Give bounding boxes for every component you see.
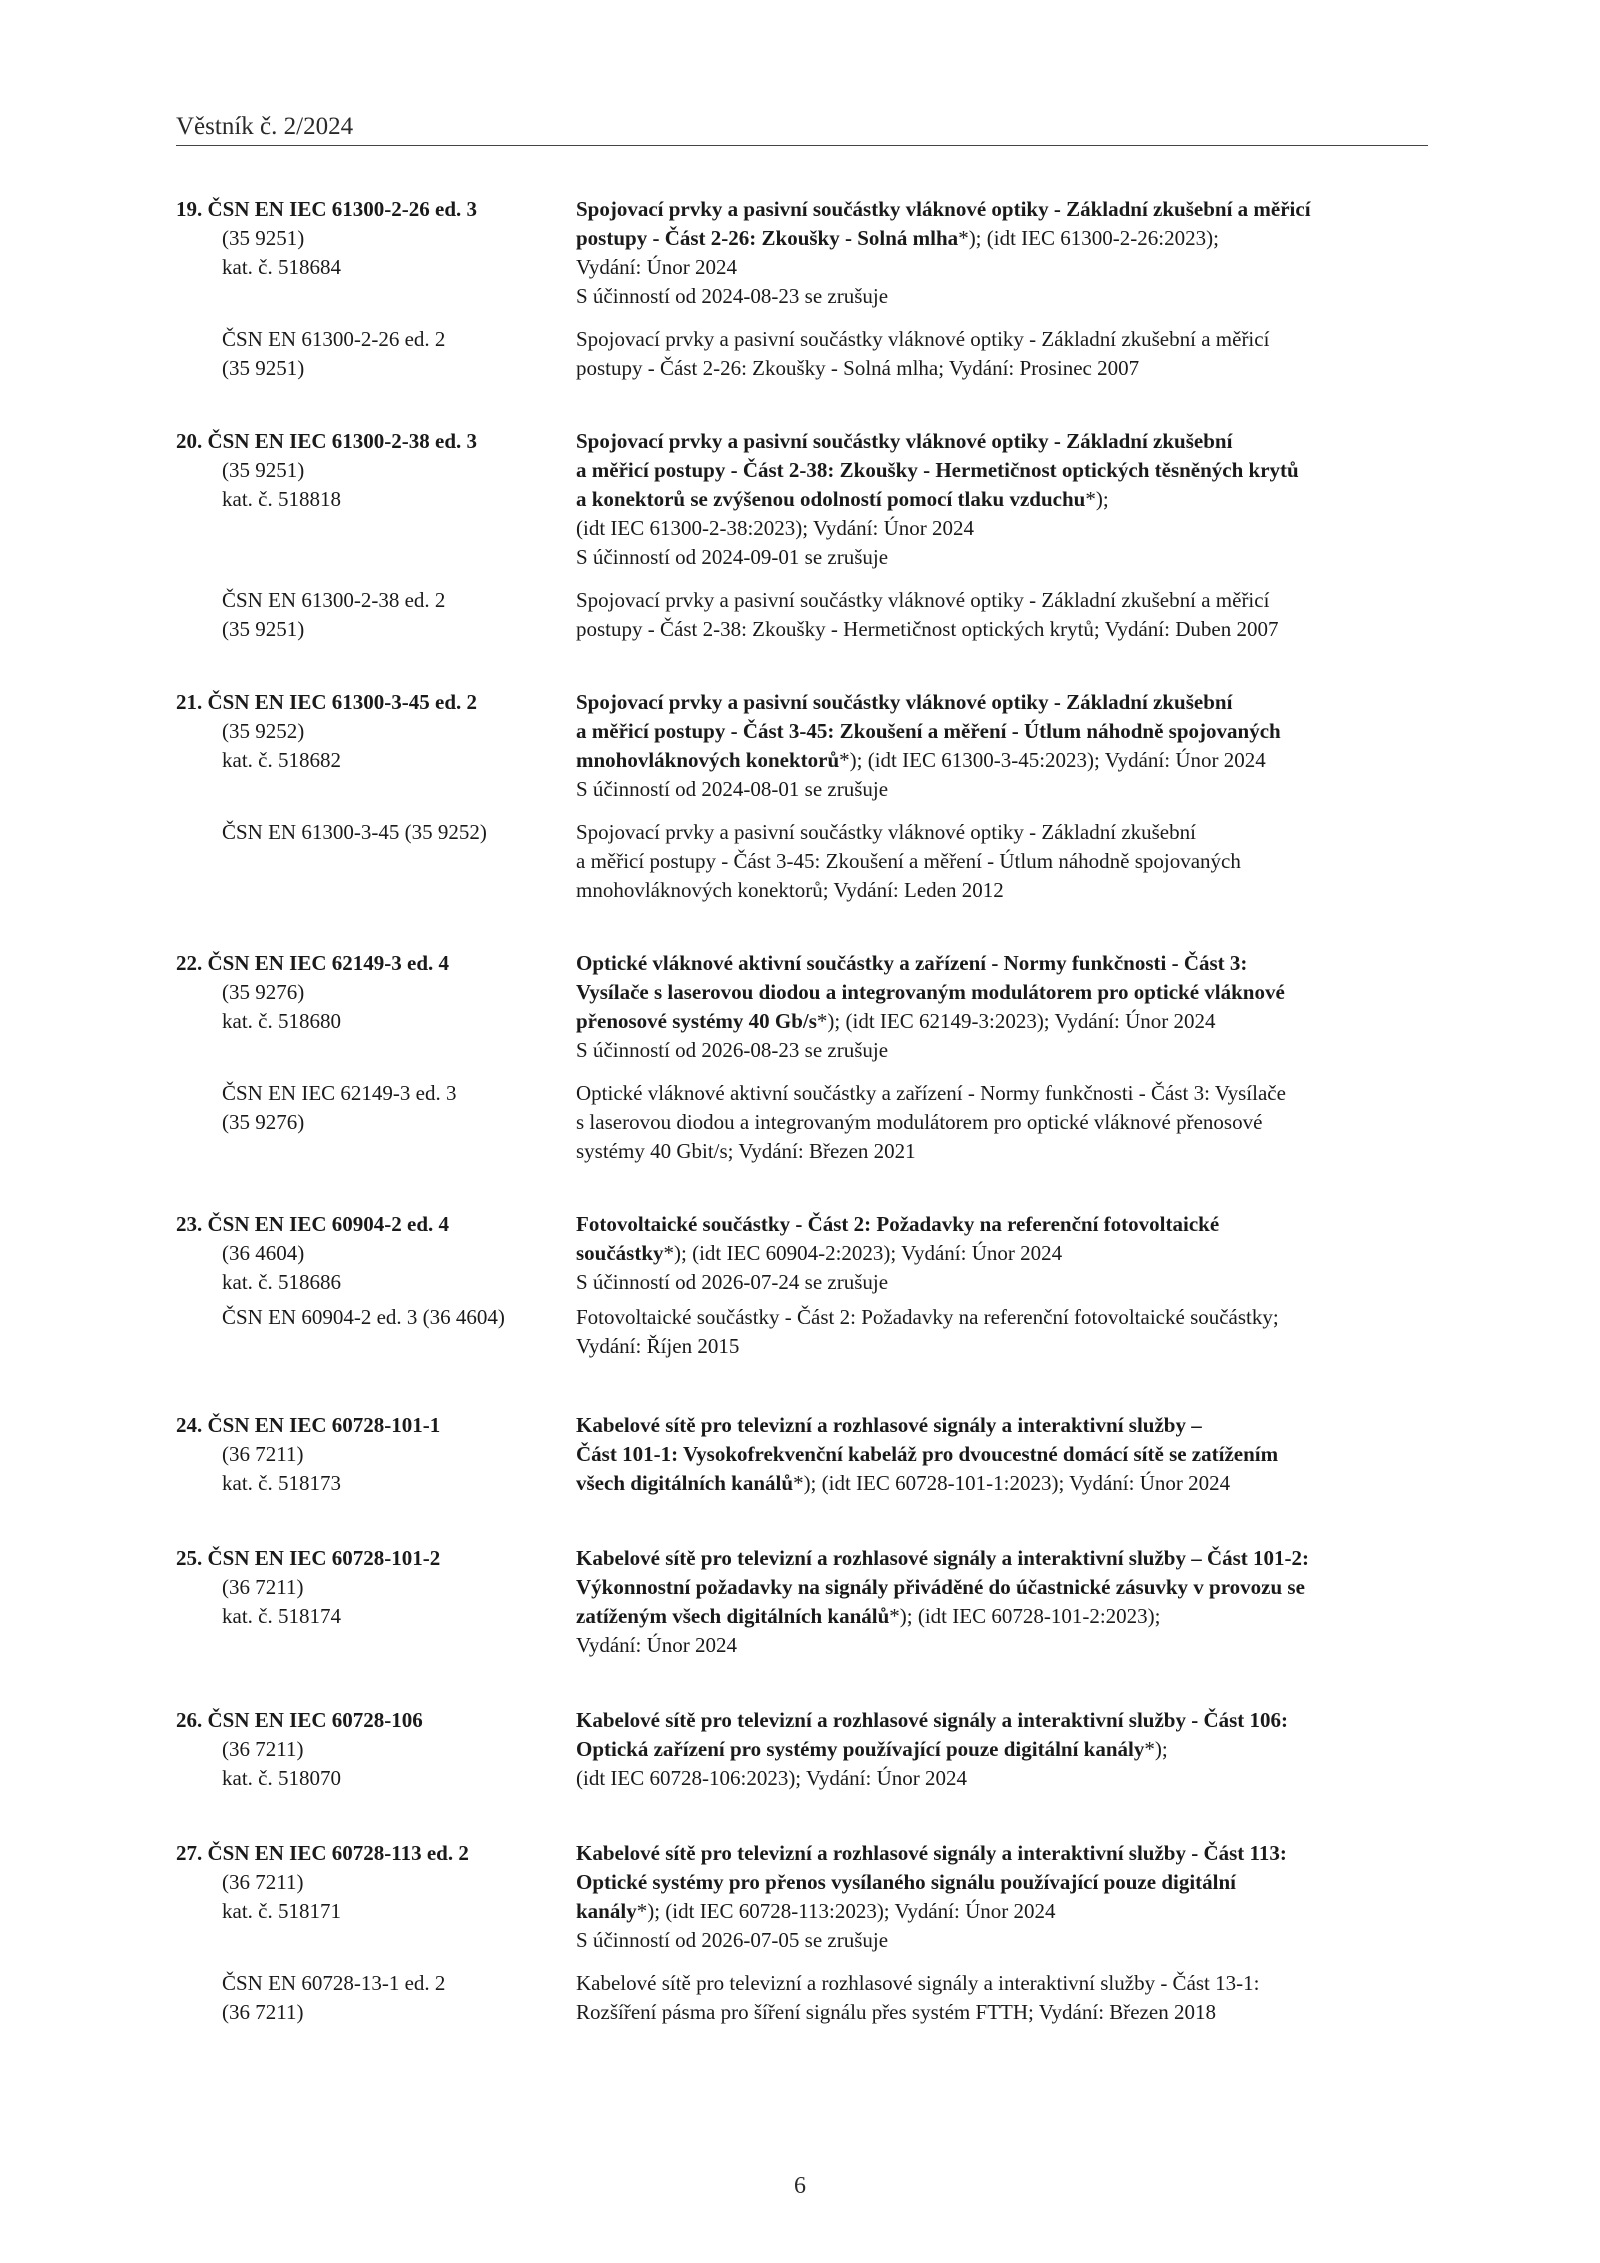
- classification-code: (35 9251): [222, 226, 305, 250]
- classification-code: (35 9252): [222, 719, 305, 743]
- title-line: [576, 485, 1428, 514]
- reference-info: *); (idt IEC 60904-2:2023); Vydání: Únor 2024: [663, 1241, 1063, 1265]
- header-divider: [176, 145, 1428, 146]
- new-standard-id: ČSN EN IEC 62149-3 ed. 4: [207, 951, 450, 975]
- replaced-standard-row: [176, 325, 1428, 383]
- entry-number: 27.: [176, 1841, 208, 1865]
- new-standard-description: [576, 1839, 1428, 1955]
- new-standard-description: [576, 1411, 1428, 1498]
- replaced-text-line: Kabelové sítě pro televizní a rozhlasové signály a interaktivní služby - Část 13-1:: [576, 1971, 1260, 1995]
- new-standard-id-block: [176, 1706, 576, 1793]
- title-line: [576, 195, 1428, 224]
- replaced-standard-row: [176, 1969, 1428, 2027]
- standard-entry: [176, 1210, 1428, 1361]
- replaced-standard-row: [176, 818, 1428, 905]
- new-standard-row: [176, 949, 1428, 1065]
- replaced-standard-id: ČSN EN IEC 62149-3 ed. 3: [222, 1081, 457, 1105]
- new-standard-id-line: [176, 1210, 576, 1239]
- title-line: [576, 688, 1428, 717]
- new-standard-id-block: [176, 427, 576, 572]
- issue-info: Vydání: Únor 2024: [576, 255, 737, 279]
- issue-info: S účinností od 2024-08-23 se zrušuje: [576, 284, 889, 308]
- title-line: [576, 1544, 1428, 1573]
- catalog-number: kat. č. 518171: [222, 1899, 341, 1923]
- replaced-standard-description: [576, 1079, 1428, 1166]
- new-standard-description: [576, 688, 1428, 804]
- standard-entry: [176, 1411, 1428, 1498]
- reference-info: *); (idt IEC 61300-2-26:2023);: [958, 226, 1219, 250]
- standard-title-text: Spojovací prvky a pasivní součástky vláknové optiky - Základní zkušební a měřicí: [576, 197, 1311, 221]
- reference-info: *);: [1144, 1737, 1168, 1761]
- standard-entry: [176, 688, 1428, 905]
- standard-title-text: Vysílače s laserovou diodou a integrovaným modulátorem pro optické vláknové: [576, 980, 1285, 1004]
- standard-title-text: Výkonnostní požadavky na signály přiváděné do účastnické zásuvky v provozu se: [576, 1575, 1305, 1599]
- replaced-text-line: mnohovláknových konektorů; Vydání: Leden 2012: [576, 878, 1004, 902]
- replaced-text-line: a měřicí postupy - Část 3-45: Zkoušení a měření - Útlum náhodně spojovaných: [576, 849, 1241, 873]
- title-line: [576, 1868, 1428, 1897]
- title-line: [576, 978, 1428, 1007]
- catalog-number: kat. č. 518174: [222, 1604, 341, 1628]
- reference-info: *); (idt IEC 62149-3:2023); Vydání: Únor 2024: [816, 1009, 1216, 1033]
- new-standard-id-line: [176, 1544, 576, 1573]
- entry-number: 22.: [176, 951, 208, 975]
- replaced-standard-id-block: [176, 1969, 576, 2027]
- title-line: [576, 427, 1428, 456]
- new-standard-id-block: [176, 688, 576, 804]
- entry-number: 19.: [176, 197, 208, 221]
- issue-info: S účinností od 2026-08-23 se zrušuje: [576, 1038, 889, 1062]
- reference-info: *); (idt IEC 61300-3-45:2023); Vydání: Únor 2024: [839, 748, 1266, 772]
- replaced-text-line: Spojovací prvky a pasivní součástky vláknové optiky - Základní zkušební a měřicí: [576, 327, 1270, 351]
- title-line: [576, 1602, 1428, 1631]
- standard-title-text: Spojovací prvky a pasivní součástky vláknové optiky - Základní zkušební: [576, 690, 1233, 714]
- classification-code: (36 7211): [222, 2000, 304, 2024]
- standard-entry: [176, 949, 1428, 1166]
- new-standard-row: [176, 1839, 1428, 1955]
- title-line: [576, 1411, 1428, 1440]
- replaced-text-line: postupy - Část 2-26: Zkoušky - Solná mlha; Vydání: Prosinec 2007: [576, 356, 1140, 380]
- new-standard-id-block: [176, 1544, 576, 1660]
- standard-title-text: mnohovláknových konektorů: [576, 748, 840, 772]
- new-standard-description: [576, 949, 1428, 1065]
- new-standard-row: [176, 688, 1428, 804]
- entry-number: 24.: [176, 1413, 208, 1437]
- title-line: [576, 1897, 1428, 1926]
- standard-entry: [176, 1706, 1428, 1793]
- title-line: [576, 224, 1428, 253]
- new-standard-row: [176, 427, 1428, 572]
- standard-entry: [176, 1544, 1428, 1660]
- new-standard-id-block: [176, 1839, 576, 1955]
- replaced-standard-description: [576, 586, 1428, 644]
- issue-info: S účinností od 2024-09-01 se zrušuje: [576, 545, 889, 569]
- new-standard-id: ČSN EN IEC 60728-106: [207, 1708, 423, 1732]
- replaced-text-line: systémy 40 Gbit/s; Vydání: Březen 2021: [576, 1139, 916, 1163]
- replaced-standard-row: [176, 1303, 1428, 1361]
- standard-title-text: a měřicí postupy - Část 2-38: Zkoušky - Hermetičnost optických těsněných krytů: [576, 458, 1299, 482]
- replaced-text-line: Vydání: Říjen 2015: [576, 1334, 740, 1358]
- replaced-standard-row: [176, 586, 1428, 644]
- replaced-standard-id: ČSN EN 61300-2-38 ed. 2: [222, 588, 446, 612]
- standard-title-text: Optické vláknové aktivní součástky a zařízení - Normy funkčnosti - Část 3:: [576, 951, 1248, 975]
- standard-title-text: všech digitálních kanálů: [576, 1471, 794, 1495]
- new-standard-id: ČSN EN IEC 61300-2-38 ed. 3: [207, 429, 478, 453]
- new-standard-row: [176, 1544, 1428, 1660]
- page-number: 6: [794, 2173, 806, 2199]
- standard-title-text: součástky: [576, 1241, 664, 1265]
- catalog-number: kat. č. 518818: [222, 487, 341, 511]
- title-line: [576, 1007, 1428, 1036]
- new-standard-description: [576, 1544, 1428, 1660]
- replaced-text-line: Fotovoltaické součástky - Část 2: Požadavky na referenční fotovoltaické součástky;: [576, 1305, 1279, 1329]
- standard-title-text: kanály: [576, 1899, 637, 1923]
- issue-info: (idt IEC 60728-106:2023); Vydání: Únor 2024: [576, 1766, 968, 1790]
- replaced-standard-id-block: [176, 586, 576, 644]
- new-standard-id-line: [176, 1839, 576, 1868]
- classification-code: (36 4604): [222, 1241, 305, 1265]
- replaced-standard-id-block: [176, 818, 576, 905]
- replaced-standard-id: ČSN EN 60728-13-1 ed. 2: [222, 1971, 446, 1995]
- standards-list: [176, 195, 1428, 2071]
- new-standard-id: ČSN EN IEC 61300-2-26 ed. 3: [207, 197, 478, 221]
- new-standard-id: ČSN EN IEC 60904-2 ed. 4: [207, 1212, 450, 1236]
- new-standard-id-line: [176, 1706, 576, 1735]
- catalog-number: kat. č. 518173: [222, 1471, 341, 1495]
- replaced-standard-description: [576, 1969, 1428, 2027]
- issue-info: S účinností od 2026-07-05 se zrušuje: [576, 1928, 889, 1952]
- classification-code: (36 7211): [222, 1870, 304, 1894]
- issue-info: S účinností od 2024-08-01 se zrušuje: [576, 777, 889, 801]
- title-line: [576, 717, 1428, 746]
- replaced-standard-id-block: [176, 1079, 576, 1166]
- replaced-text-line: postupy - Část 2-38: Zkoušky - Hermetičnost optických krytů; Vydání: Duben 2007: [576, 617, 1279, 641]
- reference-info: *); (idt IEC 60728-101-1:2023); Vydání: Únor 2024: [793, 1471, 1231, 1495]
- title-line: [576, 746, 1428, 775]
- classification-code: (35 9276): [222, 1110, 305, 1134]
- new-standard-row: [176, 195, 1428, 311]
- classification-code: (35 9276): [222, 980, 305, 1004]
- replaced-text-line: Optické vláknové aktivní součástky a zařízení - Normy funkčnosti - Část 3: Vysílače: [576, 1081, 1286, 1105]
- replaced-standard-id: ČSN EN 61300-3-45 (35 9252): [222, 820, 487, 844]
- catalog-number: kat. č. 518682: [222, 748, 341, 772]
- title-line: [576, 1210, 1428, 1239]
- new-standard-row: [176, 1706, 1428, 1793]
- standard-title-text: Část 101-1: Vysokofrekvenční kabeláž pro dvoucestné domácí sítě se zatížením: [576, 1442, 1279, 1466]
- replaced-standard-description: [576, 325, 1428, 383]
- new-standard-id-line: [176, 195, 576, 224]
- standard-title-text: Fotovoltaické součástky - Část 2: Požadavky na referenční fotovoltaické: [576, 1212, 1220, 1236]
- catalog-number: kat. č. 518070: [222, 1766, 341, 1790]
- standard-title-text: přenosové systémy 40 Gb/s: [576, 1009, 817, 1033]
- title-line: [576, 949, 1428, 978]
- issue-info: (idt IEC 61300-2-38:2023); Vydání: Únor 2024: [576, 516, 974, 540]
- catalog-number: kat. č. 518680: [222, 1009, 341, 1033]
- new-standard-id: ČSN EN IEC 60728-101-1: [207, 1413, 441, 1437]
- standard-entry: [176, 195, 1428, 383]
- classification-code: (36 7211): [222, 1575, 304, 1599]
- standard-title-text: Kabelové sítě pro televizní a rozhlasové signály a interaktivní služby - Část 113:: [576, 1841, 1287, 1865]
- new-standard-row: [176, 1411, 1428, 1498]
- title-line: [576, 1573, 1428, 1602]
- new-standard-description: [576, 1210, 1428, 1297]
- new-standard-id: ČSN EN IEC 61300-3-45 ed. 2: [207, 690, 478, 714]
- standard-title-text: postupy - Část 2-26: Zkoušky - Solná mlha: [576, 226, 959, 250]
- replaced-text-line: s laserovou diodou a integrovaným modulátorem pro optické vláknové přenosové: [576, 1110, 1263, 1134]
- replaced-text-line: Rozšíření pásma pro šíření signálu přes systém FTTH; Vydání: Březen 2018: [576, 2000, 1217, 2024]
- title-line: [576, 1440, 1428, 1469]
- replaced-standard-row: [176, 1079, 1428, 1166]
- replaced-text-line: Spojovací prvky a pasivní součástky vláknové optiky - Základní zkušební: [576, 820, 1196, 844]
- new-standard-id: ČSN EN IEC 60728-101-2: [207, 1546, 441, 1570]
- new-standard-description: [576, 427, 1428, 572]
- standard-title-text: a konektorů se zvýšenou odolností pomocí tlaku vzduchu: [576, 487, 1086, 511]
- standard-title-text: a měřicí postupy - Část 3-45: Zkoušení a měření - Útlum náhodně spojovaných: [576, 719, 1281, 743]
- standard-title-text: zatíženým všech digitálních kanálů: [576, 1604, 890, 1628]
- new-standard-id: ČSN EN IEC 60728-113 ed. 2: [207, 1841, 469, 1865]
- page-header-title: Věstník č. 2/2024: [176, 113, 354, 140]
- issue-info: S účinností od 2026-07-24 se zrušuje: [576, 1270, 889, 1294]
- new-standard-id-block: [176, 949, 576, 1065]
- catalog-number: kat. č. 518684: [222, 255, 341, 279]
- replaced-text-line: Spojovací prvky a pasivní součástky vláknové optiky - Základní zkušební a měřicí: [576, 588, 1270, 612]
- entry-number: 21.: [176, 690, 208, 714]
- new-standard-id-line: [176, 949, 576, 978]
- title-line: [576, 456, 1428, 485]
- standard-title-text: Kabelové sítě pro televizní a rozhlasové signály a interaktivní služby - Část 106:: [576, 1708, 1289, 1732]
- classification-code: (35 9251): [222, 356, 305, 380]
- standard-title-text: Optická zařízení pro systémy používající pouze digitální kanály: [576, 1737, 1145, 1761]
- new-standard-id-block: [176, 195, 576, 311]
- catalog-number: kat. č. 518686: [222, 1270, 341, 1294]
- standard-title-text: Spojovací prvky a pasivní součástky vláknové optiky - Základní zkušební: [576, 429, 1233, 453]
- replaced-standard-id: ČSN EN 60904-2 ed. 3 (36 4604): [222, 1305, 505, 1329]
- standard-title-text: Kabelové sítě pro televizní a rozhlasové signály a interaktivní služby – Část 101-2:: [576, 1546, 1310, 1570]
- title-line: [576, 1839, 1428, 1868]
- classification-code: (36 7211): [222, 1442, 304, 1466]
- entry-number: 23.: [176, 1212, 208, 1236]
- entry-number: 25.: [176, 1546, 208, 1570]
- standard-title-text: Kabelové sítě pro televizní a rozhlasové signály a interaktivní služby –: [576, 1413, 1202, 1437]
- reference-info: *); (idt IEC 60728-101-2:2023);: [889, 1604, 1161, 1628]
- replaced-standard-description: [576, 818, 1428, 905]
- standard-entry: [176, 1839, 1428, 2027]
- new-standard-id-line: [176, 1411, 576, 1440]
- standard-entry: [176, 427, 1428, 644]
- new-standard-description: [576, 1706, 1428, 1793]
- standard-title-text: Optické systémy pro přenos vysílaného signálu používající pouze digitální: [576, 1870, 1237, 1894]
- entry-number: 20.: [176, 429, 208, 453]
- new-standard-id-block: [176, 1210, 576, 1297]
- classification-code: (36 7211): [222, 1737, 304, 1761]
- title-line: [576, 1239, 1428, 1268]
- reference-info: *);: [1085, 487, 1109, 511]
- new-standard-id-block: [176, 1411, 576, 1498]
- classification-code: (35 9251): [222, 458, 305, 482]
- replaced-standard-id: ČSN EN 61300-2-26 ed. 2: [222, 327, 446, 351]
- title-line: [576, 1706, 1428, 1735]
- new-standard-description: [576, 195, 1428, 311]
- new-standard-row: [176, 1210, 1428, 1297]
- issue-info: Vydání: Únor 2024: [576, 1633, 737, 1657]
- reference-info: *); (idt IEC 60728-113:2023); Vydání: Únor 2024: [636, 1899, 1056, 1923]
- replaced-standard-id-block: [176, 325, 576, 383]
- entry-number: 26.: [176, 1708, 208, 1732]
- title-line: [576, 1469, 1428, 1498]
- replaced-standard-description: [576, 1303, 1428, 1361]
- replaced-standard-id-block: [176, 1303, 576, 1361]
- new-standard-id-line: [176, 688, 576, 717]
- classification-code: (35 9251): [222, 617, 305, 641]
- title-line: [576, 1735, 1428, 1764]
- new-standard-id-line: [176, 427, 576, 456]
